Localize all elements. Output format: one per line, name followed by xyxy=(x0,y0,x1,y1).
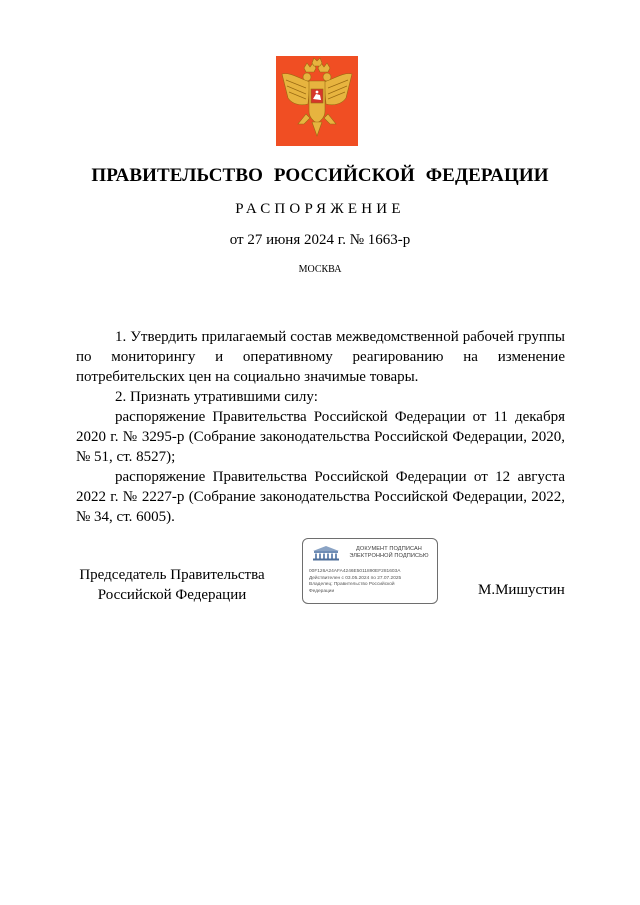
body-paragraph: 1. Утвердить прилагаемый состав межведомственной рабочей группы по мониторингу и оперативному реагированию на изменение потребительских цен на социально значимые товары. xyxy=(76,329,565,385)
body-paragraph: 2. Признать утратившими силу: xyxy=(115,389,318,405)
document-city: МОСКВА xyxy=(298,264,342,275)
signatory-name: М.Мишустин xyxy=(478,582,565,598)
body-paragraph: распоряжение Правительства Российской Федерации от 11 декабря 2020 г. № 3295-р (Собрание законодательства Российской Федерации, 2020, № 51, ст. 8527); xyxy=(76,409,565,465)
signatory-position xyxy=(74,565,270,605)
stamp-owner: Федерации xyxy=(309,588,335,594)
document-date-number: от 27 июня 2024 г. № 1663-р xyxy=(229,232,411,248)
document-body xyxy=(76,327,565,527)
stamp-title xyxy=(343,546,435,560)
stamp-certificate: 00F126A24AFA4246E5011890EF281603A xyxy=(309,569,401,574)
stamp-owner: Владелец: Правительство Российской xyxy=(309,582,395,588)
government-building-icon xyxy=(310,545,342,561)
body-paragraph: распоряжение Правительства Российской Федерации от 12 августа 2022 г. № 2227-р (Собрание законодательства Российской Федерации, 2022, № 34, ст. 6005). xyxy=(76,469,565,525)
signatory-position-line: Российской Федерации xyxy=(97,587,247,603)
stamp-details xyxy=(309,569,437,595)
electronic-signature-stamp xyxy=(302,538,438,604)
russian-coat-of-arms-icon xyxy=(276,56,358,146)
document-type: РАСПОРЯЖЕНИЕ xyxy=(235,201,405,217)
signatory-position-line: Председатель Правительства xyxy=(79,567,265,583)
stamp-title-line: ЭЛЕКТРОННОЙ ПОДПИСЬЮ xyxy=(349,553,429,559)
government-title: ПРАВИТЕЛЬСТВО РОССИЙСКОЙ ФЕДЕРАЦИИ xyxy=(91,165,549,186)
stamp-title-line: ДОКУМЕНТ ПОДПИСАН xyxy=(356,546,422,552)
stamp-validity: Действителен с 03.05.2024 по 27.07.2025 xyxy=(309,575,402,581)
